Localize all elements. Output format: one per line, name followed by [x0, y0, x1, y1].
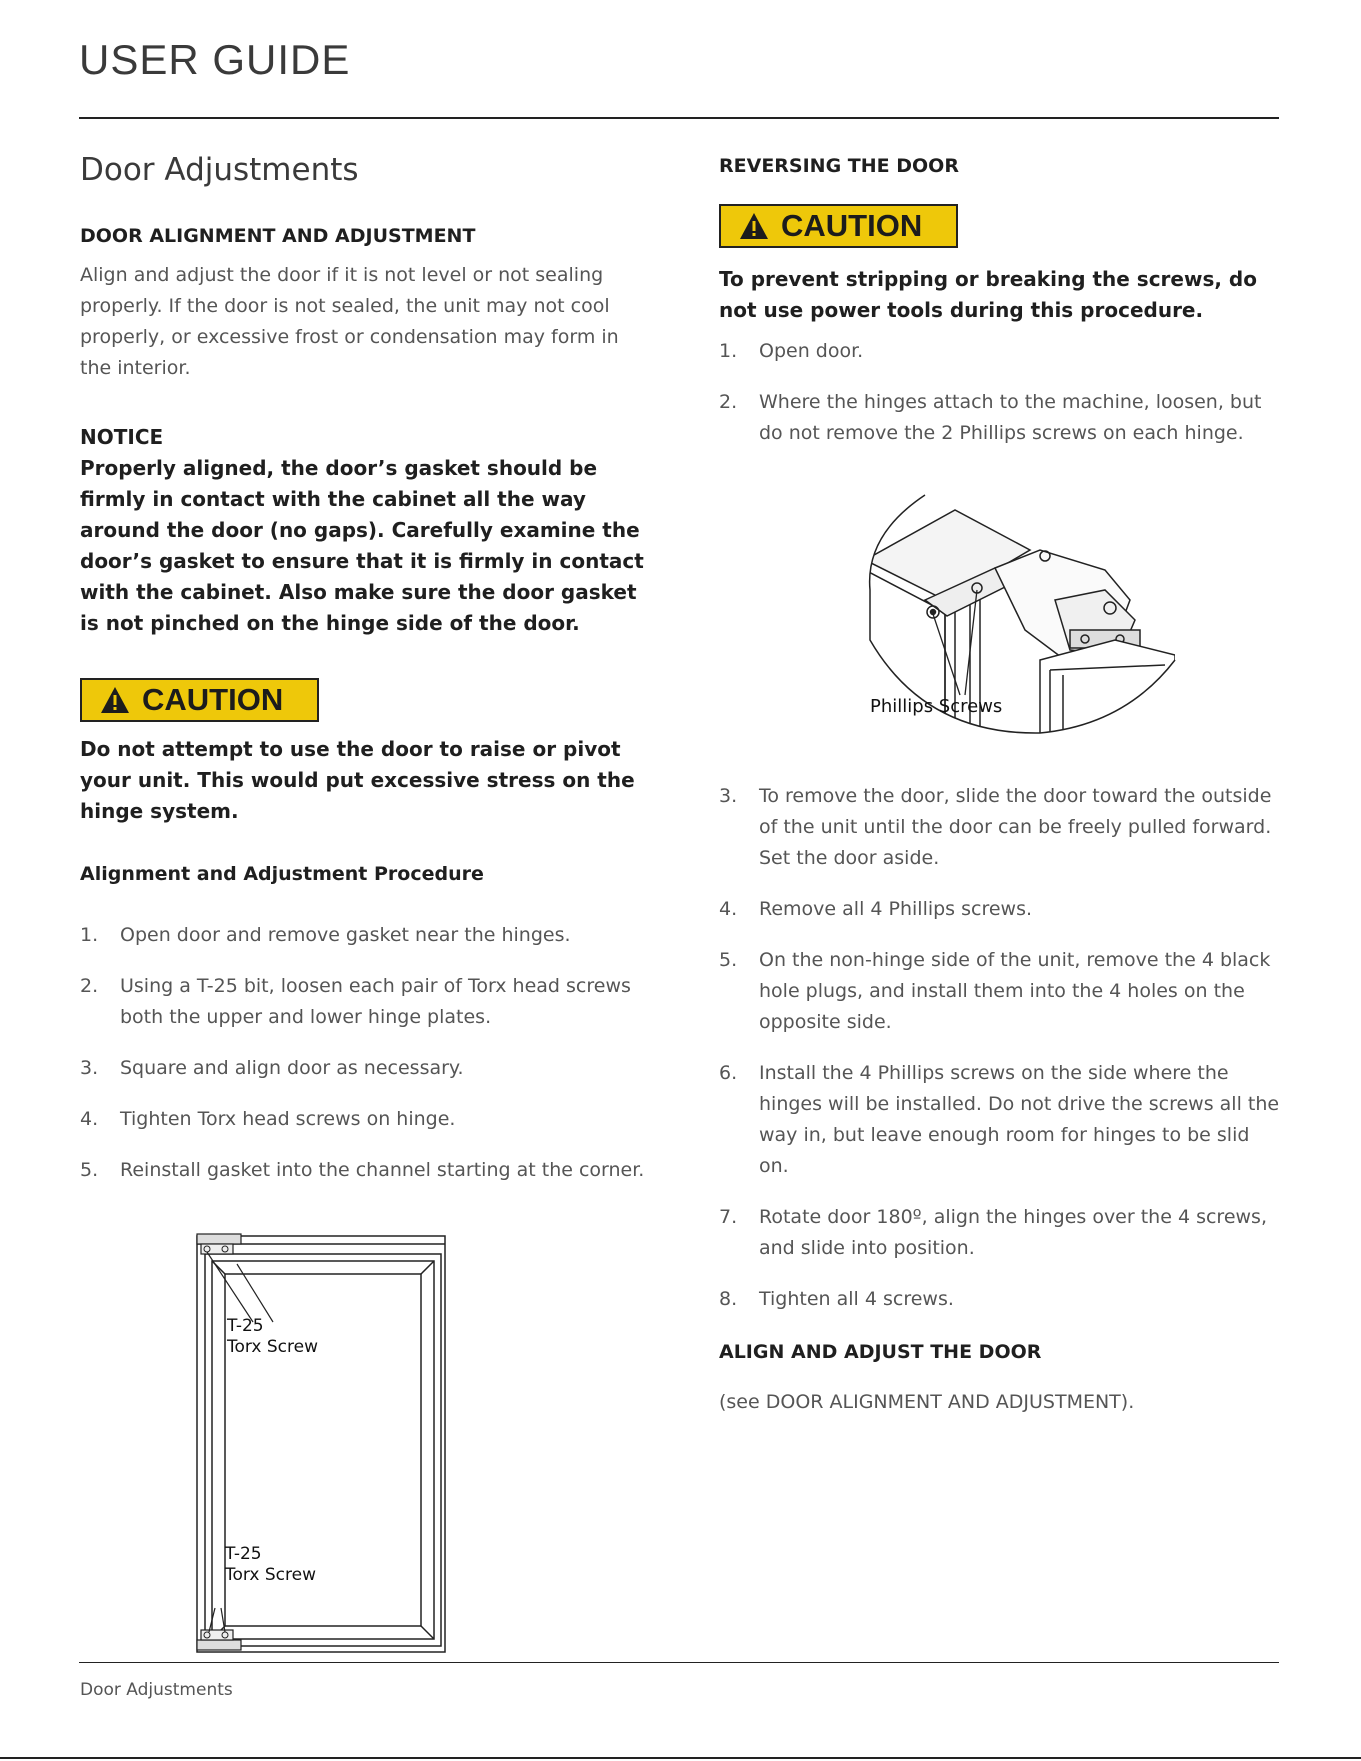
caution-body-left: Do not attempt to use the door to raise or pivot your unit. This would put excessive stress on the hinge system. — [80, 737, 635, 823]
section-title: Door Adjustments — [80, 152, 359, 188]
procedure-heading: Alignment and Adjustment Procedure — [80, 863, 484, 885]
step-number: 3. — [719, 785, 738, 807]
step-number: 4. — [80, 1108, 99, 1130]
list-item — [719, 894, 1284, 925]
list-item — [719, 1284, 1284, 1315]
page-bottom-rule — [0, 1757, 1361, 1759]
step-text: Where the hinges attach to the machine, loosen, but do not remove the 2 Phillips screws on each hinge. — [759, 391, 1262, 444]
lower-hinge-plate — [197, 1630, 241, 1650]
align-heading: ALIGN AND ADJUST THE DOOR — [719, 1341, 1042, 1363]
step-number: 5. — [719, 949, 738, 971]
step-text: Using a T-25 bit, loosen each pair of Torx head screws both the upper and lower hinge plates. — [120, 975, 631, 1028]
notice-heading: NOTICE — [80, 425, 164, 449]
alignment-body: Align and adjust the door if it is not level or not sealing properly. If the door is not sealed, the unit may not cool properly, or excessive frost or condensation may form in the interior. — [80, 264, 619, 379]
top-label-2: Torx Screw — [227, 1337, 319, 1357]
top-label-1: T-25 — [227, 1316, 264, 1336]
step-text: Remove all 4 Phillips screws. — [759, 898, 1033, 920]
step-text: Install the 4 Phillips screws on the side where the hinges will be installed. Do not drive the screws all the way in, but leave enough room for hinges to be slid on. — [759, 1062, 1280, 1177]
step-number: 1. — [719, 340, 738, 362]
step-number: 1. — [80, 924, 99, 946]
door-diagram — [195, 1230, 450, 1655]
caution-label-left: CAUTION — [142, 682, 284, 717]
step-text: Open door. — [759, 340, 864, 362]
step-number: 7. — [719, 1206, 738, 1228]
list-item — [719, 1058, 1284, 1182]
step-number: 5. — [80, 1159, 99, 1181]
caution-label-right: CAUTION — [781, 208, 923, 243]
step-text: Tighten Torx head screws on hinge. — [120, 1108, 456, 1130]
bottom-label-2: Torx Screw — [225, 1565, 317, 1585]
footer-rule — [79, 1662, 1279, 1663]
procedure-steps — [80, 920, 660, 1186]
list-item — [80, 1053, 660, 1084]
page-header-title: USER GUIDE — [79, 36, 351, 83]
step-text: To remove the door, slide the door toward the outside of the unit until the door can be freely pulled forward. Set the door aside. — [759, 785, 1272, 869]
step-text: Square and align door as necessary. — [120, 1057, 464, 1079]
step-number: 2. — [719, 391, 738, 413]
phillips-screws-label: Phillips Screws — [870, 696, 1003, 717]
reversing-steps-a — [719, 336, 1279, 449]
list-item — [80, 1155, 660, 1186]
notice-body: Properly aligned, the door’s gasket should be firmly in contact with the cabinet all the way around the door (no gaps). Carefully examine the door’s gasket to ensure that it is firmly in contact with the cabinet. Also make sure the door gasket is not pinched on the hinge side of the door. — [80, 456, 644, 635]
upper-hinge-plate — [197, 1234, 241, 1254]
list-item — [80, 1104, 660, 1135]
caution-banner-right — [719, 204, 958, 248]
warning-icon — [739, 211, 769, 241]
align-body: (see DOOR ALIGNMENT AND ADJUSTMENT). — [719, 1391, 1135, 1413]
step-text: On the non-hinge side of the unit, remove the 4 black hole plugs, and install them into the 4 holes on the opposite side. — [759, 949, 1271, 1033]
list-item — [719, 336, 1279, 367]
list-item — [719, 387, 1279, 449]
list-item — [719, 945, 1284, 1038]
list-item — [80, 920, 660, 951]
step-number: 4. — [719, 898, 738, 920]
step-text: Open door and remove gasket near the hinges. — [120, 924, 571, 946]
step-number: 2. — [80, 975, 99, 997]
footer-text: Door Adjustments — [80, 1680, 233, 1700]
step-text: Tighten all 4 screws. — [759, 1288, 954, 1310]
caution-body-right: To prevent stripping or breaking the screws, do not use power tools during this procedure. — [719, 267, 1257, 322]
alignment-heading: DOOR ALIGNMENT AND ADJUSTMENT — [80, 225, 476, 247]
warning-icon — [100, 685, 130, 715]
step-number: 3. — [80, 1057, 99, 1079]
step-number: 6. — [719, 1062, 738, 1084]
reversing-steps-b — [719, 781, 1284, 1315]
bottom-label-1: T-25 — [225, 1544, 262, 1564]
list-item — [80, 971, 660, 1033]
reversing-heading: REVERSING THE DOOR — [719, 155, 959, 177]
step-number: 8. — [719, 1288, 738, 1310]
step-text: Rotate door 180º, align the hinges over the 4 screws, and slide into position. — [759, 1206, 1267, 1259]
list-item — [719, 781, 1284, 874]
caution-banner-left — [80, 678, 319, 722]
step-text: Reinstall gasket into the channel starting at the corner. — [120, 1159, 645, 1181]
header-rule — [79, 117, 1279, 119]
list-item — [719, 1202, 1284, 1264]
hinge-diagram — [865, 490, 1180, 735]
